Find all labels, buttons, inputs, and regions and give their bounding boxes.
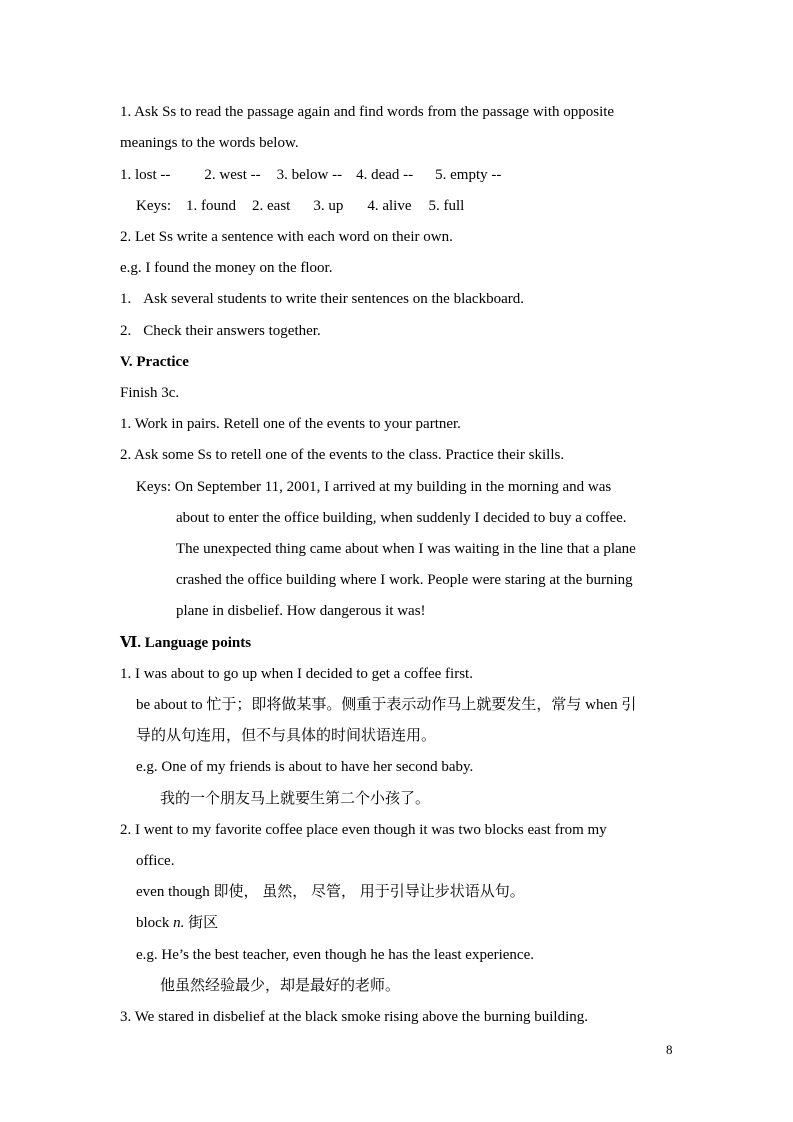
word-item: 3. below --: [276, 167, 343, 183]
section-heading-practice: V. Practice: [120, 354, 189, 370]
point-2-explanation: even though 即使， 虽然， 尽管， 用于引导让步状语从句。: [136, 884, 525, 900]
example-line-1: e.g. I found the money on the floor.: [120, 260, 333, 276]
step-number: 2.: [120, 323, 132, 339]
practice-line-3: 2. Ask some Ss to retell one of the events to the class. Practice their skills.: [120, 447, 565, 463]
point-1-example: e.g. One of my friends is about to have her second baby.: [136, 759, 474, 775]
word-item: 4. dead --: [356, 167, 414, 183]
key-item: 3. up: [313, 198, 344, 214]
key-item: 5. full: [428, 198, 465, 214]
point-2-example: e.g. He’s the best teacher, even though he has the least experience.: [136, 947, 534, 963]
section-heading-language-points: Ⅵ. Language points: [120, 635, 252, 651]
practice-line-2: 1. Work in pairs. Retell one of the events to your partner.: [120, 416, 461, 432]
key-item: 4. alive: [367, 198, 412, 214]
keys-list: [136, 196, 464, 216]
keys-paragraph-line-1: Keys: On September 11, 2001, I arrived at my building in the morning and was: [136, 479, 612, 495]
keys-paragraph-line-5: plane in disbelief. How dangerous it was!: [176, 603, 426, 619]
keys-paragraph-line-3: The unexpected thing came about when I was waiting in the line that a plane: [176, 541, 636, 557]
point-2-vocab-block: [136, 913, 218, 933]
point-1-explanation-line-2: 导的从句连用，但不与具体的时间状语连用。: [136, 728, 437, 744]
word-list: [120, 165, 501, 185]
instruction-line-1: 1. Ask Ss to read the passage again and find words from the passage with opposite: [120, 104, 615, 120]
keys-paragraph-line-4: crashed the office building where I work. People were staring at the burning: [176, 572, 633, 588]
keys-label: Keys:: [136, 198, 171, 214]
vocab-word: block: [136, 915, 174, 931]
instruction-line-3: 2. Let Ss write a sentence with each word on their own.: [120, 229, 453, 245]
point-2-sentence-line-1: 2. I went to my favorite coffee place even though it was two blocks east from my: [120, 822, 607, 838]
numbered-step-1: [120, 289, 524, 309]
point-3-sentence: 3. We stared in disbelief at the black smoke rising above the burning building.: [120, 1009, 588, 1025]
key-item: 2. east: [252, 198, 291, 214]
step-number: 1.: [120, 291, 132, 307]
part-of-speech: n.: [173, 915, 185, 931]
practice-line-1: Finish 3c.: [120, 385, 180, 401]
point-1-sentence: 1. I was about to go up when I decided to get a coffee first.: [120, 666, 473, 682]
step-text: Check their answers together.: [143, 323, 321, 339]
word-item: 5. empty --: [435, 167, 502, 183]
point-2-example-translation: 他虽然经验最少，却是最好的老师。: [160, 978, 401, 994]
instruction-line-2: meanings to the words below.: [120, 135, 299, 151]
page-number: 8: [666, 1042, 673, 1057]
keys-paragraph-line-2: about to enter the office building, when suddenly I decided to buy a coffee.: [176, 510, 627, 526]
word-item: 2. west --: [204, 167, 261, 183]
vocab-meaning: 街区: [184, 915, 219, 931]
numbered-step-2: [120, 321, 321, 341]
step-text: Ask several students to write their sentences on the blackboard.: [143, 291, 524, 307]
point-1-explanation-line-1: be about to 忙于；即将做某事。侧重于表示动作马上就要发生，常与 when 引: [136, 697, 637, 713]
point-2-sentence-line-2: office.: [136, 853, 175, 869]
point-1-example-translation: 我的一个朋友马上就要生第二个小孩了。: [160, 791, 431, 807]
word-item: 1. lost --: [120, 167, 171, 183]
key-item: 1. found: [186, 198, 236, 214]
